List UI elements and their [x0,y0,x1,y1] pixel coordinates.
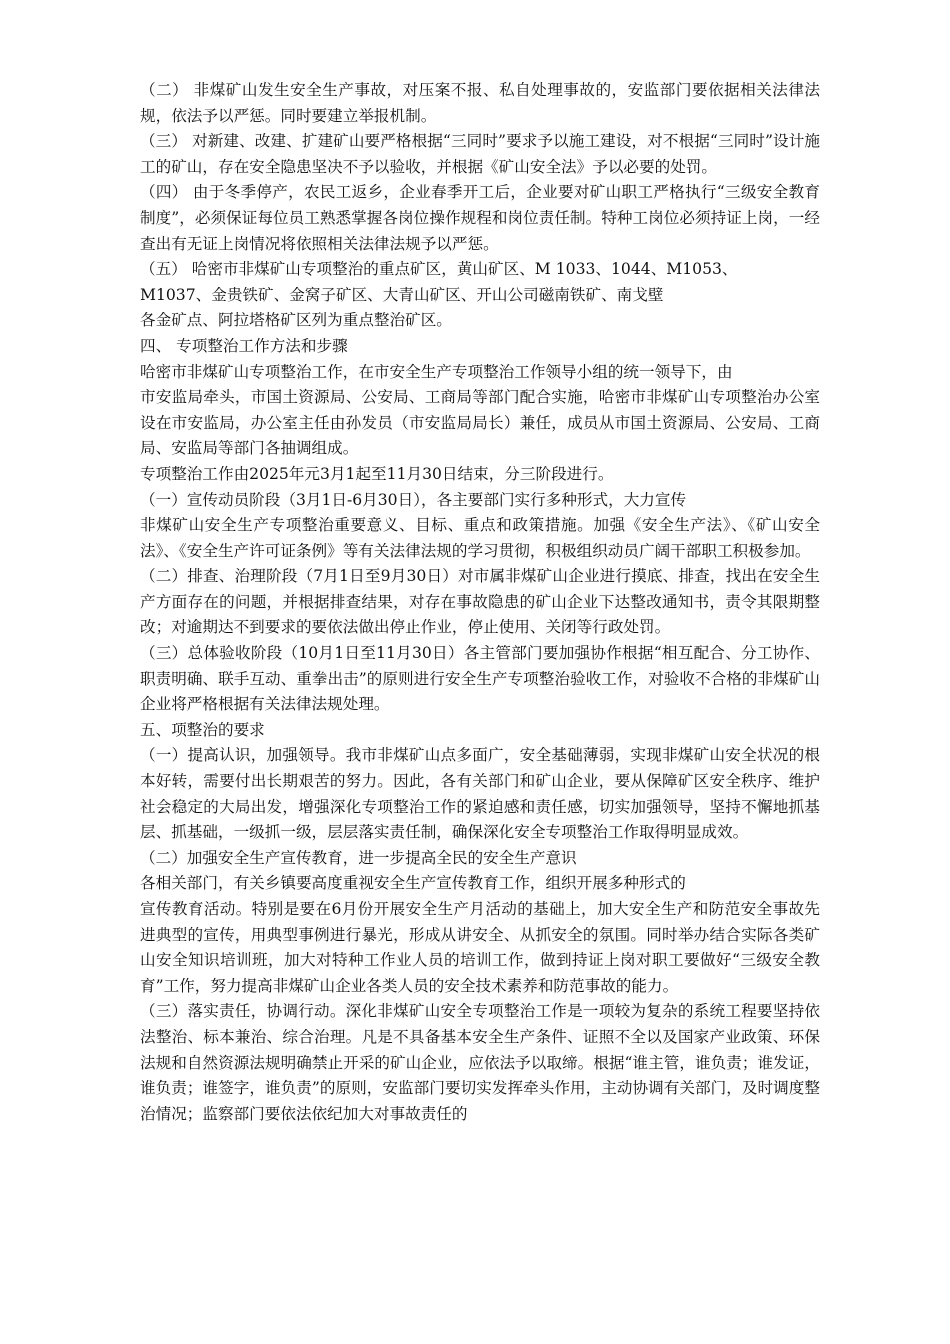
paragraph-clause-5-line-3: 各金矿点、阿拉塔格矿区列为重点整治矿区。 [140,311,452,330]
paragraph-phase-1-line-1: （一）宣传动员阶段（3月1日-6月30日），各主要部门实行多种形式，大力宣传 [140,490,687,509]
paragraph-clause-5-line-1: （五） 哈密市非煤矿山专项整治的重点矿区，黄山矿区、M 1033、1044、M1053、 [140,260,738,279]
paragraph-requirement-2-heading: （二）加强安全生产宣传教育，进一步提高全民的安全生产意识 [140,848,577,867]
paragraph-phase-3: （三）总体验收阶段（10月1日至11月30日）各主管部门要加强协作根据“相互配合、分工协作、职责明确、联手互动、重拳出击”的原则进行安全生产专项整治验收工作，对验收不合格的非煤矿山企业将严格根据有关法律法规处理。 [140,644,820,714]
document-body [140,78,820,1127]
section-heading-5: 五、项整治的要求 [140,720,265,739]
section-heading-4: 四、 专项整治工作方法和步骤 [140,336,348,355]
paragraph-requirement-2-rest: 宣传教育活动。特别是要在6月份开展安全生产月活动的基础上，加大安全生产和防范安全事故先进典型的宣传，用典型事例进行暴光，形成从讲安全、从抓安全的氛围。同时举办结合实际各类矿山安全知识培训班，加大对特种工作业人员的培训工作，做到持证上岗对职工要做好“三级安全教育”工作，努力提高非煤矿山企业各类人员的安全技术素养和防范事故的能力。 [140,900,820,995]
paragraph-clause-3: （三） 对新建、改建、扩建矿山要严格根据“三同时”要求予以施工建设，对不根据“三同时”设计施工的矿山，存在安全隐患坚决不予以验收，并根据《矿山安全法》予以必要的处罚。 [140,132,820,176]
paragraph-requirement-1: （一）提高认识，加强领导。我市非煤矿山点多面广，安全基础薄弱，实现非煤矿山安全状况的根本好转，需要付出长期艰苦的努力。因此，各有关部门和矿山企业，要从保障矿区安全秩序、维护社会稳定的大局出发，增强深化专项整治工作的紧迫感和责任感，切实加强领导，坚持不懈地抓基层、抓基础，一级抓一级，层层落实责任制，确保深化安全专项整治工作取得明显成效。 [140,746,820,842]
paragraph-clause-2: （二） 非煤矿山发生安全生产事故，对压案不报、私自处理事故的，安监部门要依据相关法律法规，依法予以严惩。同时要建立举报机制。 [140,81,820,125]
paragraph-phase-2: （二）排查、治理阶段（7月1日至9月30日）对市属非煤矿山企业进行摸底、排查，找出在安全生产方面存在的问题，并根据排查结果，对存在事故隐患的矿山企业下达整改通知书，责令其限期整改；对逾期达不到要求的要依法做出停止作业，停止使用、关闭等行政处罚。 [140,567,820,637]
paragraph-schedule: 专项整治工作由2025年元3月1起至11月30日结束，分三阶段进行。 [140,464,614,483]
paragraph-section-4-intro-line-1: 哈密市非煤矿山专项整治工作，在市安全生产专项整治工作领导小组的统一领导下，由 [140,362,733,381]
paragraph-section-4-intro-rest: 市安监局牵头，市国土资源局、公安局、工商局等部门配合实施，哈密市非煤矿山专项整治办公室设在市安监局，办公室主任由孙发员（市安监局局长）兼任，成员从市国土资源局、公安局、工商局、安监局等部门各抽调组成。 [140,388,820,458]
paragraph-clause-4: （四） 由于冬季停产，农民工返乡，企业春季开工后，企业要对矿山职工严格执行“三级安全教育制度”，必须保证每位员工熟悉掌握各岗位操作规程和岗位责任制。特种工岗位必须持证上岗，一经查出有无证上岗情况将依照相关法律法规予以严惩。 [140,183,820,253]
paragraph-requirement-3: （三）落实责任，协调行动。深化非煤矿山安全专项整治工作是一项较为复杂的系统工程要坚持依法整治、标本兼治、综合治理。凡是不具备基本安全生产条件、证照不全以及国家产业政策、环保法规和自然资源法规明确禁止开采的矿山企业，应依法予以取缔。根据“谁主管，谁负责；谁发证，谁负责；谁签字，谁负责”的原则，安监部门要切实发挥牵头作用，主动协调有关部门，及时调度整治情况；监察部门要依法依纪加大对事故责任的 [140,1002,820,1123]
paragraph-phase-1-rest: 非煤矿山安全生产专项整治重要意义、目标、重点和政策措施。加强《安全生产法》、《矿山安全法》、《安全生产许可证条例》等有关法律法规的学习贯彻，积极组织动员广阔干部职工积极参加。 [140,516,820,560]
paragraph-requirement-2-line-1: 各相关部门，有关乡镇要高度重视安全生产宣传教育工作，组织开展多种形式的 [140,874,686,893]
paragraph-clause-5-line-2: M1037、金贵铁矿、金窝子矿区、大青山矿区、开山公司磁南铁矿、南戈壁 [140,285,664,304]
